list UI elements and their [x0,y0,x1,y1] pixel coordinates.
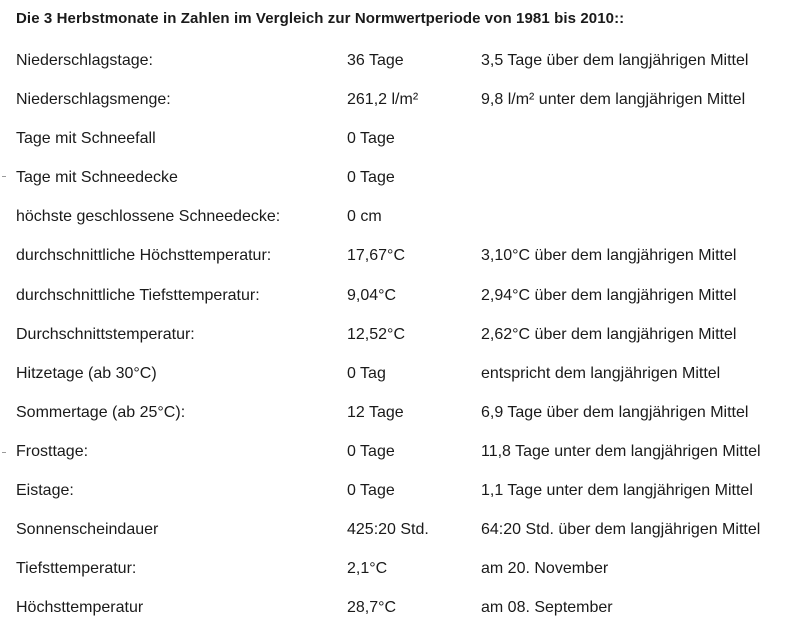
row-label: Sonnenscheindauer [16,521,159,539]
table-row [0,511,800,550]
table-row [0,237,800,276]
document-title: Die 3 Herbstmonate in Zahlen im Vergleich zur Normwertperiode von 1981 bis 2010:: [16,10,625,27]
row-comparison: 2,94°C über dem langjährigen Mittel [481,286,737,304]
row-comparison: 1,1 Tage unter dem langjährigen Mittel [481,482,753,500]
row-comparison: entspricht dem langjährigen Mittel [481,364,721,382]
row-value: 0 Tage [347,482,395,500]
row-label: Eistage: [16,482,74,500]
row-comparison: am 20. November [481,560,609,578]
row-label: Niederschlagsmenge: [16,91,171,109]
table-row [0,355,800,394]
row-comparison: 3,5 Tage über dem langjährigen Mittel [481,52,749,69]
row-value: 28,7°C [347,599,397,617]
table-row [0,433,800,472]
row-label: durchschnittliche Höchsttemperatur: [16,247,272,265]
row-label: Tage mit Schneefall [16,130,156,148]
table-row [0,589,800,628]
table-row [0,42,800,81]
table-row [0,394,800,433]
row-comparison: 3,10°C über dem langjährigen Mittel [481,247,737,265]
table-row [0,550,800,589]
row-value: 0 cm [347,208,382,226]
row-value: 0 Tage [347,169,395,187]
row-value: 9,04°C [347,286,397,304]
row-comparison: 11,8 Tage unter dem langjährigen Mittel [481,442,761,460]
row-value: 36 Tage [347,52,404,69]
row-value: 17,67°C [347,247,405,265]
table-row [0,159,800,198]
statistics-table [0,42,800,628]
table-row [0,120,800,159]
row-value: 261,2 l/m² [347,91,419,109]
row-label: Tiefsttemperatur: [16,560,137,578]
row-comparison: 64:20 Std. über dem langjährigen Mittel [481,521,761,539]
table-row [0,81,800,120]
table-row [0,316,800,355]
row-value: 425:20 Std. [347,521,429,539]
row-comparison: 6,9 Tage über dem langjährigen Mittel [481,403,749,421]
row-label: Tage mit Schneedecke [16,169,178,187]
row-value: 0 Tag [347,364,386,382]
row-label: Frosttage: [16,442,89,460]
row-comparison: 2,62°C über dem langjährigen Mittel [481,325,737,343]
row-label: Hitzetage (ab 30°C) [16,364,157,382]
row-label: Sommertage (ab 25°C): [16,403,186,421]
row-label: Durchschnittstemperatur: [16,325,195,343]
row-label: durchschnittliche Tiefsttemperatur: [16,286,260,304]
table-row [0,472,800,511]
row-comparison: am 08. September [481,599,613,617]
row-value: 0 Tage [347,130,395,148]
row-value: 12 Tage [347,403,404,421]
row-value: 0 Tage [347,442,395,460]
row-label: höchste geschlossene Schneedecke: [16,208,281,226]
table-row [0,198,800,237]
row-value: 2,1°C [347,560,388,578]
table-row [0,277,800,316]
row-label: Niederschlagstage: [16,52,153,69]
row-value: 12,52°C [347,325,405,343]
row-label: Höchsttemperatur [16,599,144,617]
row-comparison: 9,8 l/m² unter dem langjährigen Mittel [481,91,746,109]
